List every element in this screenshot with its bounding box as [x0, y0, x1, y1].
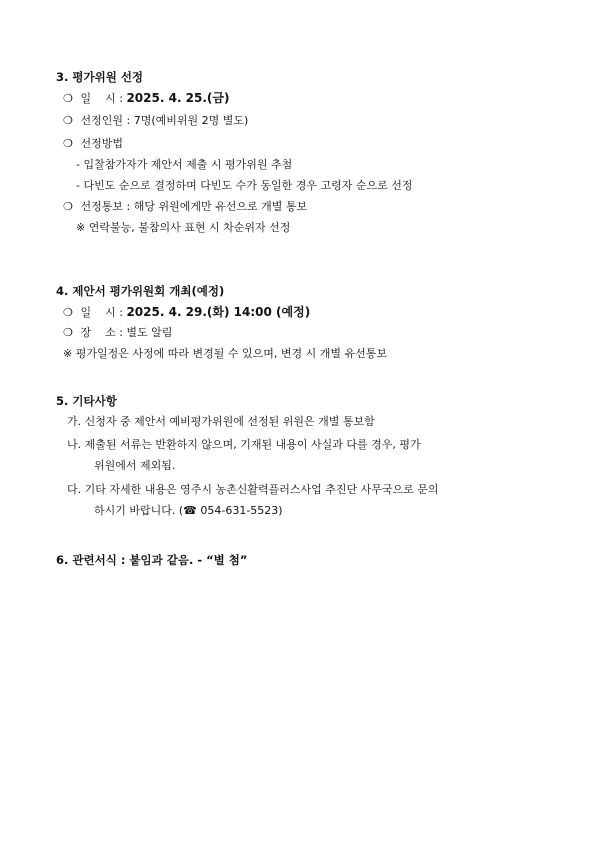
sec3-method-text: 선정방법 — [80, 137, 124, 150]
circle-bullet-icon: ❍ — [63, 92, 73, 105]
sec5-item-na-line2: 위원에서 제외됨. — [94, 459, 176, 472]
sec3-method-item-2: - 다빈도 순으로 결정하며 다빈도 수가 동일한 경우 고령자 순으로 선정 — [76, 179, 413, 192]
circle-bullet-icon: ❍ — [63, 306, 73, 319]
sec3-members-text: 선정인원 : 7명(예비위원 2명 별도) — [80, 114, 249, 127]
circle-bullet-icon: ❍ — [63, 200, 73, 213]
section-6-title: 6. 관련서식 : 붙임과 같음. - “별 첨” — [56, 553, 248, 567]
sec4-note: ※ 평가일정은 사정에 따라 변경될 수 있으며, 변경 시 개별 유선통보 — [63, 347, 387, 360]
sec4-date-label: 일 시 : — [80, 306, 123, 319]
sec3-notify-text: 선정통보 : 해당 위원에게만 유선으로 개별 통보 — [80, 200, 308, 213]
sec5-item-ga: 가. 신청자 중 제안서 예비평가위원에 선정된 위원은 개별 통보함 — [67, 415, 375, 428]
section-3-title: 3. 평가위원 선정 — [56, 70, 144, 84]
sec4-place-line — [63, 326, 172, 340]
sec3-date-line — [63, 91, 230, 106]
circle-bullet-icon: ❍ — [63, 137, 73, 150]
sec5-item-na-line1: 나. 제출된 서류는 반환하지 않으며, 기재된 내용이 사실과 다를 경우, 평가 — [67, 438, 421, 451]
sec5-item-da-line1: 다. 기타 자세한 내용은 영주시 농촌신활력플러스사업 추진단 사무국으로 문의 — [67, 483, 439, 496]
sec4-place-text: 장 소 : 별도 알림 — [80, 326, 173, 339]
sec3-notify-line — [63, 200, 307, 214]
sec4-date-line — [63, 305, 310, 320]
sec4-date-value: 2025. 4. 29.(화) 14:00 (예정) — [126, 305, 311, 319]
circle-bullet-icon: ❍ — [63, 326, 73, 339]
sec3-method-line — [63, 137, 123, 151]
section-5-title: 5. 기타사항 — [56, 394, 117, 408]
section-4-title: 4. 제안서 평가위원회 개최(예정) — [56, 284, 225, 298]
sec3-method-item-1: - 입찰참가자가 제안서 제출 시 평가위원 추첨 — [76, 158, 293, 171]
circle-bullet-icon: ❍ — [63, 114, 73, 127]
sec3-members-line — [63, 114, 248, 128]
sec3-date-label: 일 시 : — [80, 92, 123, 105]
sec3-date-value: 2025. 4. 25.(금) — [126, 91, 230, 105]
sec3-note: ※ 연락불능, 불참의사 표현 시 차순위자 선정 — [76, 221, 291, 234]
sec5-item-da-line2: 하시기 바랍니다. (☎ 054-631-5523) — [94, 504, 283, 517]
